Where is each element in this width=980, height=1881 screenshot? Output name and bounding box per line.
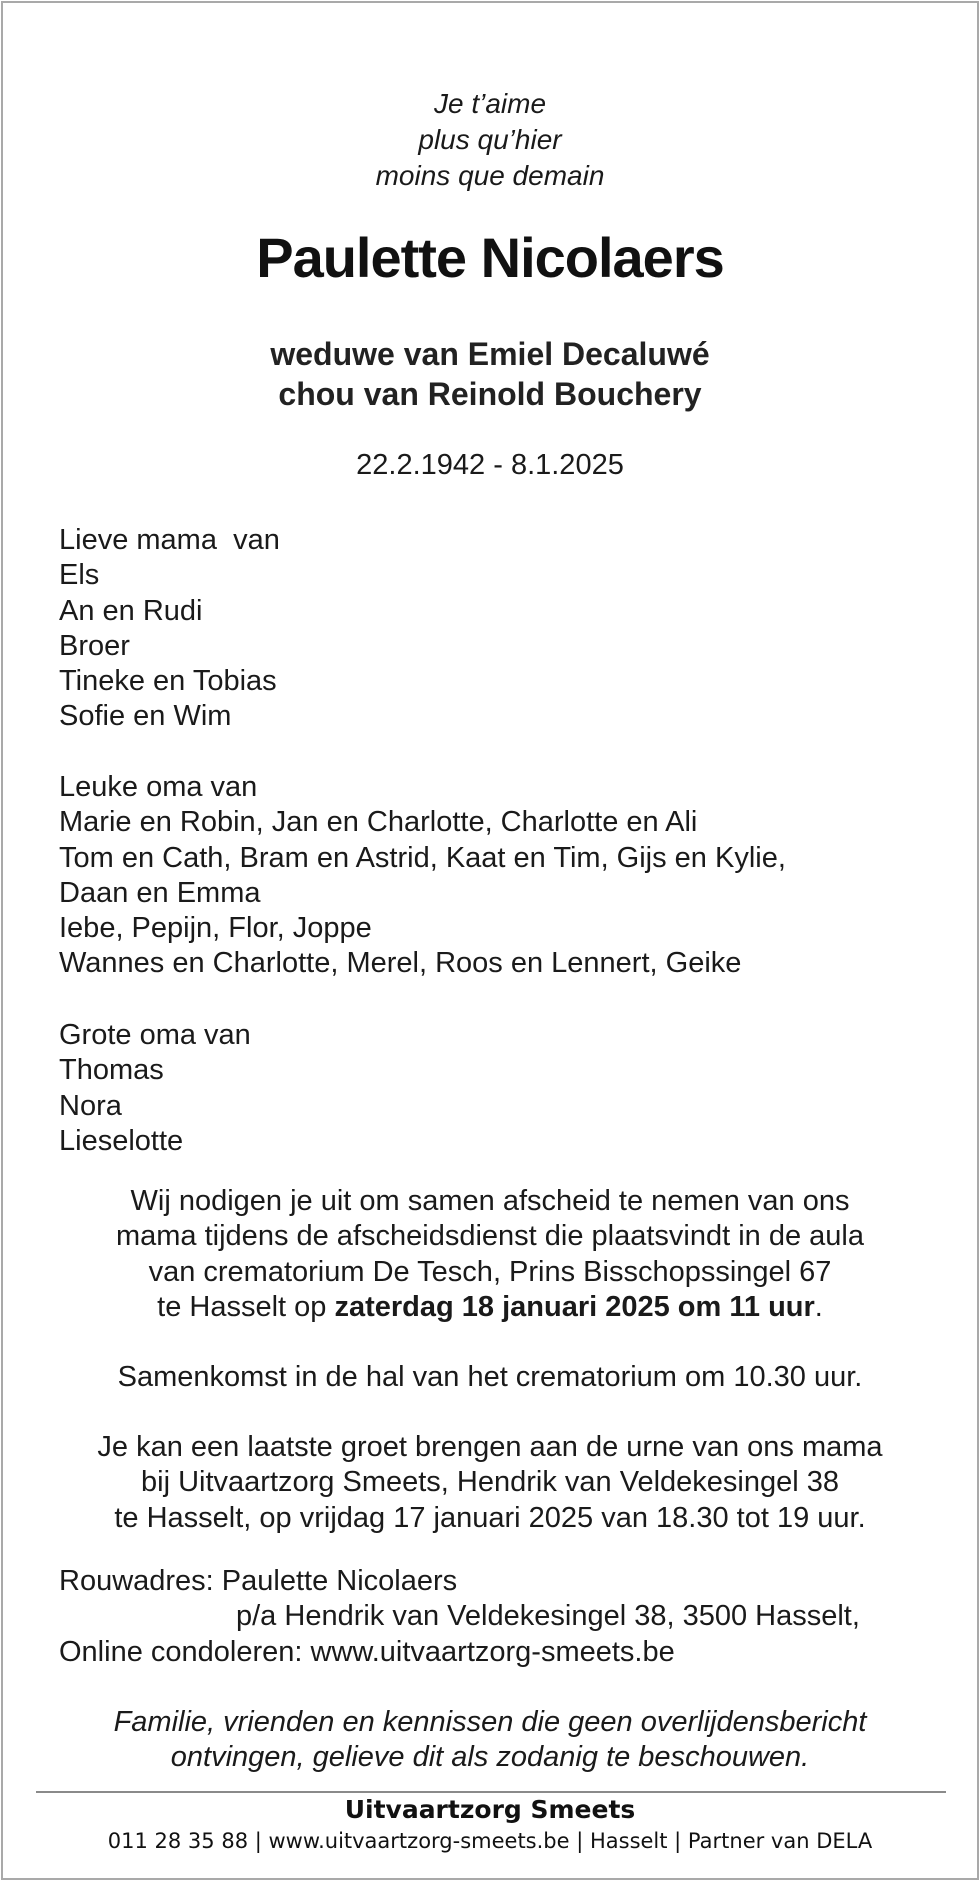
notice-line: Familie, vrienden en kennissen die geen overlijdensbericht [113, 1706, 867, 1738]
great-grandchild-name: Lieselotte [59, 1124, 184, 1157]
great-grandchildren-heading: Grote oma van [59, 1019, 251, 1051]
notice-text [59, 1705, 921, 1776]
address-line: p/a Hendrik van Veldekesingel 38, 3500 Hasselt, [236, 1600, 860, 1633]
child-name: Els [59, 559, 100, 592]
invitation-line: van crematorium De Tesch, Prins Bisschopssingel 67 [148, 1255, 832, 1288]
address-line: Rouwadres: Paulette Nicolaers [59, 1565, 458, 1597]
footer-divider [36, 1791, 946, 1793]
children-heading: Lieve mama van [59, 524, 280, 556]
notice-line: ontvingen, gelieve dit als zodanig te beschouwen. [170, 1741, 810, 1774]
child-name: An en Rudi [59, 594, 203, 627]
gathering-info: Samenkomst in de hal van het crematorium om 10.30 uur. [117, 1361, 863, 1393]
relation-line: chou van Reinold Bouchery [278, 376, 702, 412]
quote-line: moins que demain [375, 160, 605, 191]
grandchild-line: Marie en Robin, Jan en Charlotte, Charlotte en Ali [59, 806, 698, 839]
funeral-home-contact: 011 28 35 88 | www.uitvaartzorg-smeets.be | Hasselt | Partner van DELA [107, 1829, 873, 1853]
child-name: Tineke en Tobias [59, 665, 277, 698]
relation-line: weduwe van Emiel Decaluwé [270, 336, 710, 372]
relations [59, 334, 921, 414]
funeral-home-name: Uitvaartzorg Smeets [344, 1795, 636, 1824]
urn-visit-line: bij Uitvaartzorg Smeets, Hendrik van Veldekesingel 38 [141, 1466, 839, 1499]
quote-line: Je t’aime [433, 88, 547, 119]
funeral-invitation [59, 1184, 921, 1325]
children-section [59, 523, 280, 735]
urn-visit-line: Je kan een laatste groet brengen aan de urne van ons mama [97, 1431, 883, 1463]
online-condolence: Online condoleren: www.uitvaartzorg-smeets.be [59, 1635, 675, 1668]
great-grandchildren-section [59, 1018, 251, 1159]
invitation-suffix: . [814, 1290, 823, 1323]
urn-visit-info [59, 1430, 921, 1536]
grandchildren-heading: Leuke oma van [59, 771, 258, 803]
grandchild-line: Daan en Emma [59, 876, 261, 909]
invitation-datetime: zaterdag 18 januari 2025 om 11 uur [334, 1290, 815, 1323]
life-dates: 22.2.1942 - 8.1.2025 [356, 449, 624, 481]
grandchild-line: Tom en Cath, Bram en Astrid, Kaat en Tim, Gijs en Kylie, [59, 841, 786, 874]
grandchildren-section [59, 770, 786, 982]
grandchild-line: Iebe, Pepijn, Flor, Joppe [59, 912, 372, 945]
great-grandchild-name: Nora [59, 1089, 122, 1122]
deceased-name: Paulette Nicolaers [256, 226, 724, 289]
opening-quote [59, 86, 921, 194]
invitation-line: Wij nodigen je uit om samen afscheid te nemen van ons [130, 1185, 850, 1217]
mourning-address [59, 1564, 860, 1670]
quote-line: plus qu’hier [418, 124, 562, 155]
child-name: Broer [59, 629, 130, 662]
invitation-line: mama tijdens de afscheidsdienst die plaatsvindt in de aula [115, 1220, 864, 1253]
child-name: Sofie en Wim [59, 700, 232, 733]
invitation-line-last [59, 1290, 921, 1325]
urn-visit-line: te Hasselt, op vrijdag 17 januari 2025 van 18.30 tot 19 uur. [114, 1501, 866, 1534]
invitation-prefix: te Hasselt op [157, 1290, 335, 1323]
grandchild-line: Wannes en Charlotte, Merel, Roos en Lennert, Geike [59, 947, 742, 980]
great-grandchild-name: Thomas [59, 1054, 164, 1087]
